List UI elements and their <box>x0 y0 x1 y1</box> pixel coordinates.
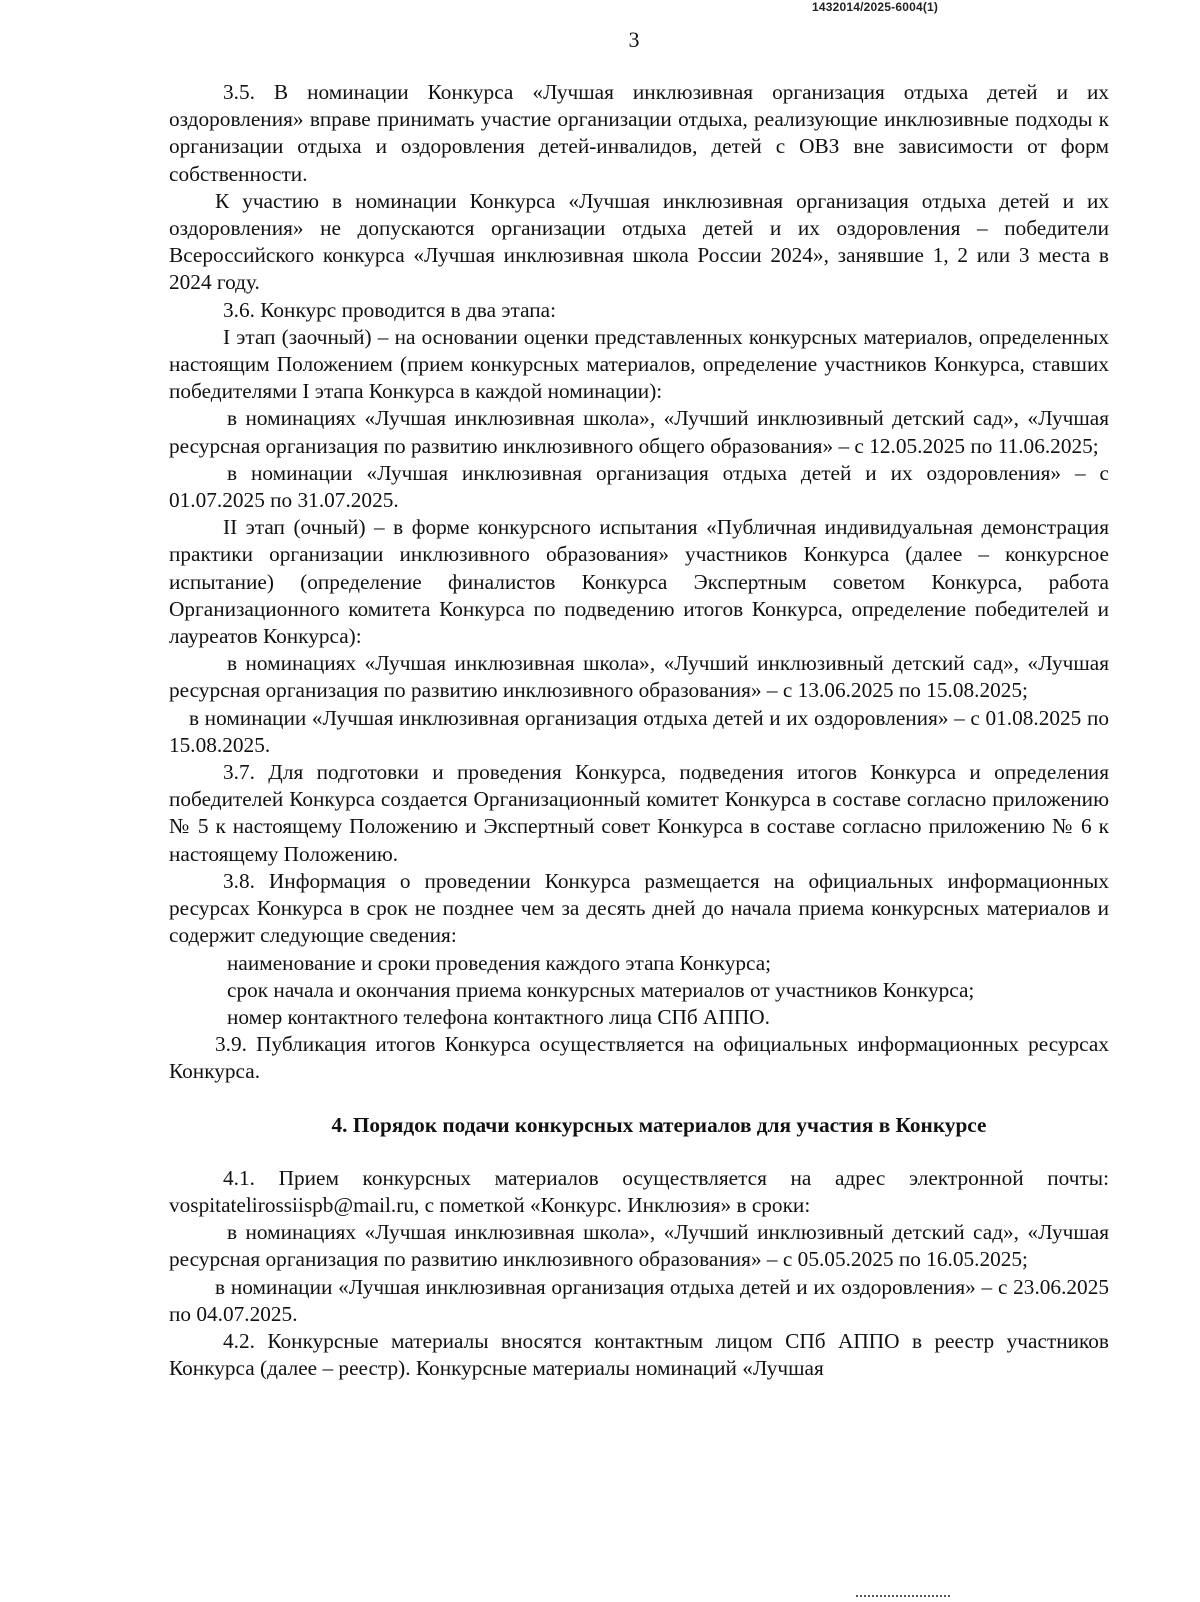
scan-edge-mark <box>856 1595 950 1600</box>
list-item-contact-phone: номер контактного телефона контактного лица СПб АППО. <box>227 1004 770 1029</box>
paragraph-4-1: 4.1. Прием конкурсных материалов осуществляется на адрес электронной почты: vospitatelirossiispb@mail.ru, с пометкой «Конкурс. Инклюзия» в сроки: <box>169 1165 1109 1217</box>
list-item-stages: наименование и сроки проведения каждого этапа Конкурса; <box>227 950 772 975</box>
paragraph-4-1-nominations: в номинациях «Лучшая инклюзивная школа», «Лучший инклюзивный детский сад», «Лучшая ресурсная организация по развитию инклюзивного образования» – с 05.05.2025 по 16.05.2025; <box>169 1220 1109 1272</box>
paragraph-3-9: 3.9. Публикация итогов Конкурса осуществляется на официальных информационных ресурсах Конкурса. <box>169 1032 1109 1084</box>
paragraph-4-2: 4.2. Конкурсные материалы вносятся контактным лицом СПб АППО в реестр участников Конкурса (далее – реестр). Конкурсные материалы номинаций «Лучшая <box>169 1328 1109 1381</box>
page-number: 3 <box>628 27 640 52</box>
paragraph-stage-2-nominations: в номинациях «Лучшая инклюзивная школа», «Лучший инклюзивный детский сад», «Лучшая ресурсная организация по развитию инклюзивного образования» – с 13.06.2025 по 15.08.2025; <box>169 651 1109 703</box>
paragraph-stage-2-camp: в номинации «Лучшая инклюзивная организация отдыха детей и их оздоровления» – с 01.08.2025 по 15.08.2025. <box>169 705 1109 757</box>
paragraph-3-6: 3.6. Конкурс проводится в два этапа: <box>223 297 557 322</box>
document-id: 1432014/2025-6004(1) <box>812 0 939 14</box>
paragraph-3-7: 3.7. Для подготовки и проведения Конкурса, подведения итогов Конкурса и определения победителей Конкурса создается Организационный комитет Конкурса в составе согласно приложению № 5 к настоящему Положению и Экспертный совет Конкурса в составе согласно приложению № 6 к настоящему Положению. <box>169 760 1109 866</box>
paragraph-stage-1-camp: в номинации «Лучшая инклюзивная организация отдыха детей и их оздоровления» – с 01.07.2025 по 31.07.2025. <box>169 460 1109 513</box>
list-item-deadlines: срок начала и окончания приема конкурсных материалов от участников Конкурса; <box>227 977 975 1002</box>
paragraph-3-5: 3.5. В номинации Конкурса «Лучшая инклюзивная организация отдыха детей и их оздоровления» вправе принимать участие организации отдыха, реализующие инклюзивные подходы к организации отдыха и оздоровления детей-инвалидов, детей с ОВЗ вне зависимости от форм собственности. <box>169 80 1109 186</box>
paragraph-3-5-exclusion: К участию в номинации Конкурса «Лучшая инклюзивная организация отдыха детей и их оздоровления» не допускаются организации отдыха детей и их оздоровления – победители Всероссийского конкурса «Лучшая инклюзивная школа России 2024», занявшие 1, 2 или 3 места в 2024 году. <box>169 188 1109 295</box>
paragraph-stage-1: I этап (заочный) – на основании оценки представленных конкурсных материалов, определенных настоящим Положением (прием конкурсных материалов, определение участников Конкурса, ставших победителями I этапа Конкурса в каждой номинации): <box>169 324 1109 404</box>
paragraph-4-1-camp: в номинации «Лучшая инклюзивная организация отдыха детей и их оздоровления» – с 23.06.2025 по 04.07.2025. <box>169 1274 1109 1326</box>
paragraph-stage-2: II этап (очный) – в форме конкурсного испытания «Публичная индивидуальная демонстрация практики организации инклюзивного образования» участников Конкурса (далее – конкурсное испытание) (определение финалистов Конкурса Экспертным советом Конкурса, работа Организационного комитета Конкурса по подведению итогов Конкурса, определение победителей и лауреатов Конкурса): <box>169 515 1109 649</box>
section-4-heading: 4. Порядок подачи конкурсных материалов для участия в Конкурсе <box>331 1112 987 1137</box>
document-body <box>169 79 1109 1382</box>
paragraph-stage-1-nominations: в номинациях «Лучшая инклюзивная школа», «Лучший инклюзивный детский сад», «Лучшая ресурсная организация по развитию инклюзивного общего образования» – с 12.05.2025 по 11.06.2025; <box>169 406 1109 458</box>
paragraph-3-8: 3.8. Информация о проведении Конкурса размещается на официальных информационных ресурсах Конкурса в срок не позднее чем за десять дней до начала приема конкурсных материалов и содержит следующие сведения: <box>169 868 1109 948</box>
